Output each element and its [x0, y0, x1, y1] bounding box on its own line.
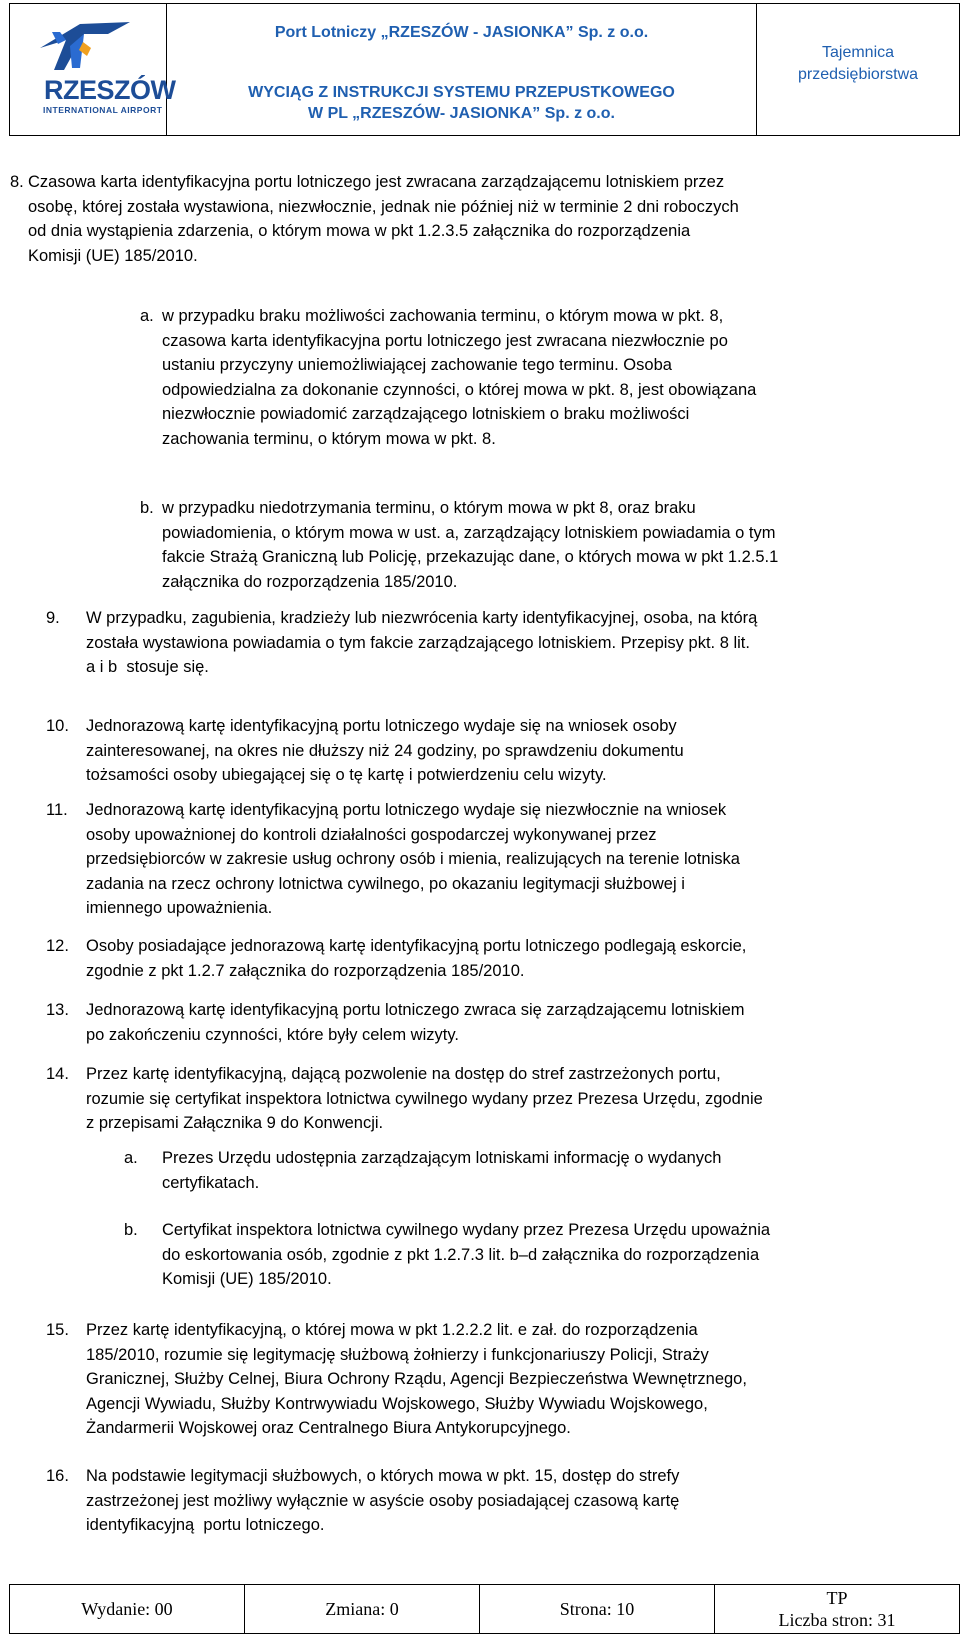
- item-text-line: Jednorazową kartę identyfikacyjną portu lotniczego wydaje się niezwłocznie na wniosek: [86, 801, 727, 819]
- item-number: 12.: [46, 937, 69, 955]
- item-text-line: Certyfikat inspektora lotnictwa cywilnego wydany przez Prezesa Urzędu upoważnia: [162, 1221, 771, 1239]
- item-number: 13.: [46, 1001, 69, 1019]
- item-number: 10.: [46, 717, 69, 735]
- document-title-line-2: W PL „RZESZÓW- JASIONKA” Sp. z o.o.: [308, 105, 615, 122]
- item-text-line: Jednorazową kartę identyfikacyjną portu lotniczego wydaje się na wniosek osoby: [86, 717, 677, 735]
- tp-label: TP: [826, 1588, 848, 1608]
- item-text-line: z przepisami Załącznika 9 do Konwencji.: [86, 1114, 384, 1132]
- item-text-line: certyfikatach.: [162, 1173, 260, 1192]
- item-text-line: Na podstawie legitymacji służbowych, o których mowa w pkt. 15, dostęp do strefy: [86, 1467, 680, 1485]
- edition-cell: Wydanie: 00: [10, 1585, 245, 1633]
- document-footer: [9, 1584, 960, 1634]
- document-header: [9, 3, 960, 136]
- item-text-line: a i b stosuje się.: [86, 658, 209, 676]
- item-text-line: Prezes Urzędu udostępnia zarządzającym lotniskami informację o wydanych: [162, 1149, 722, 1167]
- item-text-line: osobę, której została wystawiona, niezwłocznie, jednak nie później niż w terminie 2 dni roboczych: [28, 197, 739, 216]
- item-number: 16.: [46, 1467, 69, 1485]
- item-number: a.: [140, 307, 154, 325]
- item-number: 11.: [46, 801, 68, 819]
- item-text-line: Przez kartę identyfikacyjną, o której mowa w pkt 1.2.2.2 lit. e zał. do rozporządzenia: [86, 1321, 698, 1339]
- item-text-line: Komisji (UE) 185/2010.: [162, 1270, 332, 1288]
- item-text-line: zachowania terminu, o którym mowa w pkt. 8.: [162, 429, 496, 448]
- page-number-cell: Strona: 10: [480, 1585, 715, 1633]
- item-text-line: Jednorazową kartę identyfikacyjną portu lotniczego zwraca się zarządzającemu lotniskiem: [86, 1001, 745, 1019]
- item-text-line: przedsiębiorców w zakresie usług ochrony osób i mienia, realizujących na terenie lotniska: [86, 850, 740, 868]
- item-text-line: zadania na rzecz ochrony lotnictwa cywilnego, po okazaniu legitymacji służbowej i: [86, 874, 685, 893]
- company-name: Port Lotniczy „RZESZÓW - JASIONKA” Sp. z o.o.: [274, 24, 649, 41]
- item-text-line: tożsamości osoby ubiegającej się o tę kartę i potwierdzeniu celu wizyty.: [86, 766, 607, 784]
- item-text-line: Granicznej, Służby Celnej, Biura Ochrony Rządu, Agencji Bezpieczeństwa Wewnętrznego,: [86, 1370, 747, 1388]
- confidential-line-2: przedsiębiorstwa: [797, 66, 919, 83]
- logo-brand: RZESZÓW: [44, 75, 176, 105]
- header-title-block: [167, 4, 757, 135]
- item-number: 9.: [46, 609, 60, 627]
- item-text-line: Żandarmerii Wojskowej oraz Centralnego Biura Antykorupcyjnego.: [86, 1419, 571, 1437]
- item-text-line: do eskortowania osób, zgodnie z pkt 1.2.7.3 lit. b–d załącznika do rozporządzenia: [162, 1245, 760, 1264]
- item-text-line: Osoby posiadające jednorazową kartę identyfikacyjną portu lotniczego podlegają eskorcie,: [86, 937, 747, 955]
- document-title-line-1: WYCIĄG Z INSTRUKCJI SYSTEMU PRZEPUSTKOWEGO: [248, 84, 675, 101]
- change-cell: Zmiana: 0: [245, 1585, 480, 1633]
- item-text-line: imiennego upoważnienia.: [86, 899, 273, 917]
- confidential-line-1: Tajemnica: [821, 44, 895, 61]
- item-text-line: Czasowa karta identyfikacyjna portu lotniczego jest zwracana zarządzającemu lotniskiem przez: [28, 173, 725, 191]
- item-text-line: została wystawiona powiadamia o tym fakcie zarządzającego lotniskiem. Przepisy pkt. 8 lit.: [86, 633, 750, 652]
- item-text-line: w przypadku niedotrzymania terminu, o którym mowa w pkt 8, oraz braku: [162, 499, 696, 517]
- item-text-line: fakcie Strażą Graniczną lub Policję, przekazując dane, o których mowa w pkt 1.2.5.1: [162, 548, 779, 566]
- page-count-cell: [715, 1585, 959, 1633]
- item-text-line: Agencji Wywiadu, Służby Kontrwywiadu Wojskowego, Służby Wywiadu Wojskowego,: [86, 1394, 708, 1413]
- item-text-line: Przez kartę identyfikacyjną, dającą pozwolenie na dostęp do stref zastrzeżonych portu,: [86, 1065, 721, 1083]
- item-text-line: załącznika do rozporządzenia 185/2010.: [162, 572, 458, 591]
- item-text-line: niezwłocznie powiadomić zarządzającego lotniskiem o braku możliwości: [162, 405, 690, 423]
- item-number: 8.: [10, 173, 24, 191]
- item-text-line: powiadomienia, o którym mowa w ust. a, zarządzający lotniskiem powiadamia o tym: [162, 523, 776, 542]
- item-text-line: zgodnie z pkt 1.2.7 załącznika do rozporządzenia 185/2010.: [86, 961, 525, 980]
- item-text-line: zainteresowanej, na okres nie dłuższy niż 24 godziny, po sprawdzeniu dokumentu: [86, 741, 684, 760]
- airplane-logo-icon: [20, 18, 140, 76]
- item-number: b.: [140, 499, 154, 517]
- item-text-line: po zakończeniu czynności, które były celem wizyty.: [86, 1025, 459, 1044]
- item-text-line: od dnia wystąpienia zdarzenia, o którym mowa w pkt 1.2.3.5 załącznika do rozporządzenia: [28, 222, 691, 240]
- item-text-line: ustaniu przyczyny uniemożliwiającej zachowanie tego terminu. Osoba: [162, 356, 672, 374]
- item-text-line: odpowiedzialna za dokonanie czynności, o której mowa w pkt. 8, jest obowiązana: [162, 380, 757, 399]
- item-text-line: rozumie się certyfikat inspektora lotnictwa cywilnego wydany przez Prezesa Urzędu, zgodnie: [86, 1089, 763, 1108]
- item-text-line: w przypadku braku możliwości zachowania terminu, o którym mowa w pkt. 8,: [162, 307, 724, 325]
- item-number: b.: [124, 1221, 138, 1239]
- airport-logo: [10, 4, 176, 135]
- item-number: a.: [124, 1149, 138, 1167]
- item-number: 15.: [46, 1321, 69, 1339]
- item-text-line: W przypadku, zagubienia, kradzieży lub niezwrócenia karty identyfikacyjnej, osoba, na którą: [86, 609, 758, 627]
- item-text-line: zastrzeżonej jest możliwy wyłącznie w asyście osoby posiadającej czasową kartę: [86, 1491, 680, 1510]
- confidentiality-label: [757, 4, 959, 135]
- item-text-line: 185/2010, rozumie się legitymację służbową żołnierzy i funkcjonariuszy Policji, Straży: [86, 1345, 709, 1364]
- item-text-line: Komisji (UE) 185/2010.: [28, 246, 198, 265]
- item-text-line: identyfikacyjną portu lotniczego.: [86, 1516, 325, 1534]
- logo-subtitle: INTERNATIONAL AIRPORT: [43, 105, 163, 115]
- item-text-line: osoby upoważnionej do kontroli działalności gospodarczej wykonywanej przez: [86, 825, 657, 844]
- page-count-label: Liczba stron: 31: [778, 1610, 896, 1630]
- item-number: 14.: [46, 1065, 69, 1083]
- item-text-line: czasowa karta identyfikacyjna portu lotniczego jest zwracana niezwłocznie po: [162, 331, 728, 350]
